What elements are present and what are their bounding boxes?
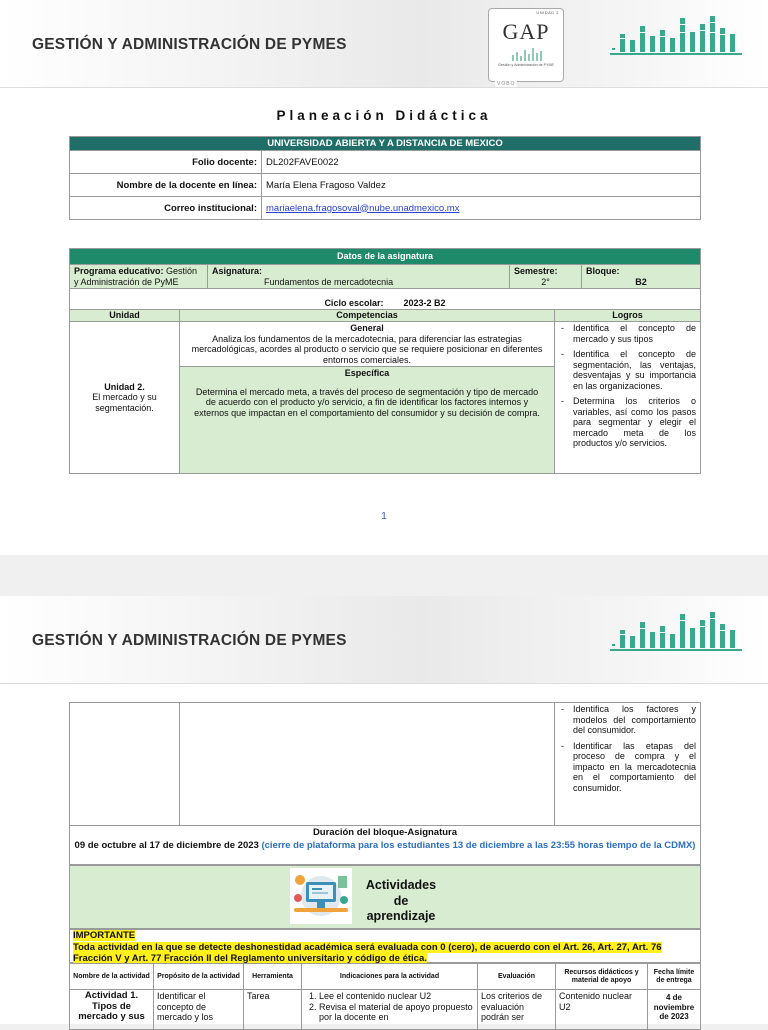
teacher-table-heading: UNIVERSIDAD ABIERTA Y A DISTANCIA DE MEXICO — [70, 137, 701, 151]
especifica-label: Específica — [344, 368, 390, 378]
list-item: - Identifica el concepto de mercado y sus tipos — [559, 323, 696, 344]
semestre-label: Semestre: — [514, 266, 558, 276]
col-competencias: Competencias — [180, 310, 555, 322]
activities-banner — [69, 865, 701, 929]
equalizer-graphic-icon — [610, 12, 742, 54]
duration-block — [69, 825, 701, 865]
equalizer-graphic-icon — [610, 608, 742, 650]
duration-note: (cierre de plataforma para los estudiantes 13 de diciembre a las 23:55 horas tiempo de la CDMX) — [261, 839, 696, 851]
list-item: - Identifica los factores y modelos del comportamiento del consumidor. — [559, 704, 696, 736]
logo-bars-icon — [511, 47, 545, 61]
activity-name: Actividad 1. Tipos de mercado y sus — [70, 990, 154, 1030]
list-item: - Identifica el concepto de segmentación, las ventajas, desventajas y su importancia en las organizaciones. — [559, 349, 696, 391]
table-row — [70, 197, 701, 220]
competencias-table — [69, 309, 701, 474]
duration-label: Duración del bloque-Asignatura — [312, 827, 458, 838]
ciclo-label: Ciclo escolar: — [324, 297, 384, 308]
important-label: IMPORTANTE — [73, 930, 136, 941]
header-title: GESTIÓN Y ADMINISTRACIÓN DE PYMES — [32, 632, 347, 649]
email-link[interactable]: mariaelena.fragosoval@nube.unadmexico.mx — [266, 202, 460, 214]
activity-tool: Tarea — [244, 990, 302, 1030]
table-header-row — [70, 310, 701, 322]
activity-deadline: 4 de noviembre de 2023 — [648, 990, 701, 1030]
list-item: - Identificar las etapas del proceso de compra y el impacto en la mercadotecnia en el comportamiento del consumidor. — [559, 741, 696, 794]
list-item: 2. Revisa el material de apoyo propuesto por la docente en — [319, 1002, 474, 1023]
header-title: GESTIÓN Y ADMINISTRACIÓN DE PYMES — [32, 36, 347, 53]
subject-table — [69, 248, 701, 310]
teacher-name-label: Nombre de la docente en línea: — [70, 174, 262, 197]
page-header — [0, 0, 768, 88]
unidad-desc: El mercado y su segmentación. — [92, 392, 157, 413]
gap-logo: UNIDAD 2 GAP Gestión y Administración de PYME VOBO — [488, 8, 564, 82]
bloque-label: Bloque: — [586, 266, 620, 276]
header-rule — [610, 649, 742, 651]
activities-title: Actividades de aprendizaje — [365, 878, 437, 923]
activities-illustration-icon — [290, 868, 352, 924]
activities-table — [69, 963, 701, 1030]
list-item: - Determina los criterios o variables, así como los pasos para segmentar y elegir el mercado meta de los productos y/o servicios. — [559, 396, 696, 449]
duration-dates: 09 de octubre al 17 de diciembre de 2023 — [74, 839, 259, 851]
table-row — [70, 265, 701, 289]
programa-value: Gestión y Administración de PyME — [74, 266, 198, 287]
header-rule — [610, 53, 742, 55]
ciclo-suffix: B2 — [434, 297, 446, 308]
page-header — [0, 596, 768, 684]
folio-label: Folio docente: — [70, 151, 262, 174]
subject-heading: Datos de la asignatura — [70, 249, 701, 265]
table-row — [70, 151, 701, 174]
col-herramienta: Herramienta — [244, 964, 302, 990]
logros-list — [559, 323, 696, 449]
page-title: Planeación Didáctica — [276, 108, 492, 123]
table-row — [70, 322, 701, 367]
ciclo-value: 2023-2 — [403, 297, 432, 308]
table-row — [70, 703, 701, 826]
activity-evaluation: Los criterios de evaluación podrán ser — [478, 990, 556, 1030]
col-nombre: Nombre de la actividad — [70, 964, 154, 990]
important-text: Toda actividad en la que se detecte deshonestidad académica será evaluada con 0 (cero), de acuerdo con el Art. 26, Art. 27, Art. 76 Fracción V y Art. 77 Fracción II del Reglamento universitario y código de ética. — [73, 941, 662, 964]
unidad-title: Unidad 2. — [104, 381, 145, 392]
logros-list-continued — [559, 704, 696, 793]
email-cell — [262, 197, 701, 220]
teacher-info-table — [69, 136, 701, 220]
col-recursos: Recursos didácticos y material de apoyo — [556, 964, 648, 990]
list-item: 1. Lee el contenido nuclear U2 — [319, 991, 474, 1002]
folio-value: DL202FAVE0022 — [262, 151, 701, 174]
general-text: Analiza los fundamentos de la mercadotecnia, para diferenciar las estrategias mercadológicas, acordes al producto o servicio que se requiere posicionar en diferentes entornos comerciales. — [191, 333, 543, 365]
asignatura-label: Asignatura: — [212, 266, 263, 276]
asignatura-value: Fundamentos de mercadotecnia — [264, 276, 394, 287]
activity-instructions — [305, 991, 474, 1023]
especifica-text: Determina el mercado meta, a través del proceso de segmentación y tipo de mercado de acuerdo con el producto y/o servicio, a fin de identificar los factores internos y externos que impactan en el comportamiento del consumidor y su decisión de compra. — [194, 386, 540, 418]
col-proposito: Propósito de la actividad — [154, 964, 244, 990]
col-unidad: Unidad — [70, 310, 180, 322]
table-row — [70, 289, 701, 310]
general-label: General — [350, 323, 384, 333]
table-row — [70, 174, 701, 197]
semestre-value: 2° — [541, 276, 550, 287]
col-fecha: Fecha límite de entrega — [648, 964, 701, 990]
activity-purpose: Identificar el concepto de mercado y los — [154, 990, 244, 1030]
logros-continued-table — [69, 702, 701, 826]
table-header-row — [70, 964, 701, 990]
teacher-name-value: María Elena Fragoso Valdez — [262, 174, 701, 197]
bloque-value: B2 — [635, 276, 647, 287]
important-notice — [69, 929, 701, 963]
col-evaluacion: Evaluación — [478, 964, 556, 990]
programa-label: Programa educativo: — [74, 266, 164, 276]
email-label: Correo institucional: — [70, 197, 262, 220]
page-number: 1 — [381, 511, 387, 522]
col-logros: Logros — [555, 310, 701, 322]
activity-resources: Contenido nuclear U2 — [556, 990, 648, 1030]
col-indicaciones: Indicaciones para la actividad — [302, 964, 478, 990]
